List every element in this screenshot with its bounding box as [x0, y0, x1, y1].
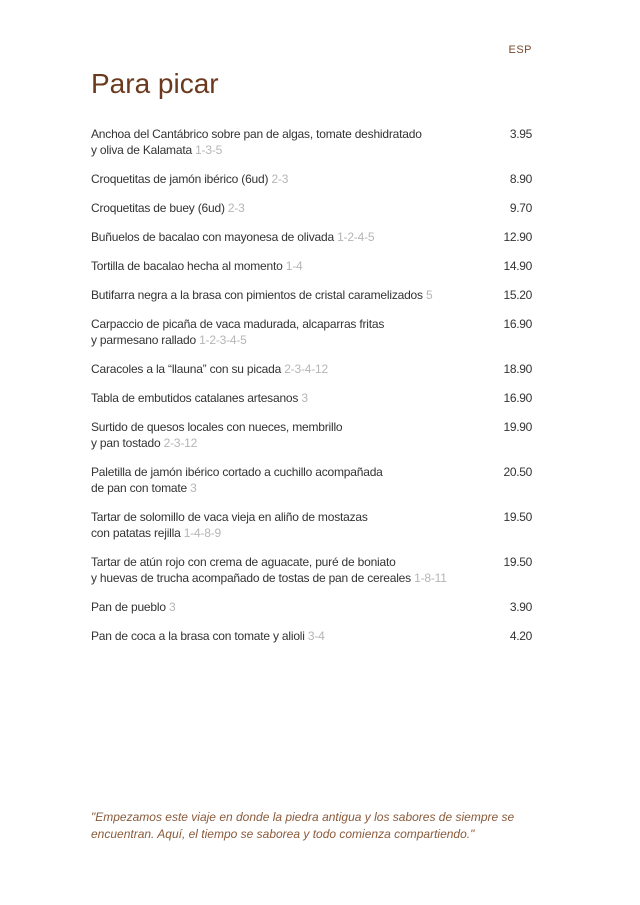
menu-item — [91, 126, 532, 158]
allergen-codes: 1-3-5 — [195, 143, 223, 157]
menu-item — [91, 258, 532, 274]
allergen-codes: 2-3 — [227, 201, 245, 215]
menu-item-price: 16.90 — [503, 317, 532, 331]
menu-item-price: 19.50 — [503, 510, 532, 524]
allergen-codes: 1-8-11 — [414, 571, 447, 585]
menu-item-text-line: Tartar de atún rojo con crema de aguacate, puré de boniato — [91, 555, 396, 569]
menu-item-text-line: Tartar de solomillo de vaca vieja en aliño de mostazas — [91, 510, 368, 524]
menu-item-price: 8.90 — [509, 172, 532, 186]
menu-item — [91, 419, 532, 451]
menu-item-text-line: Carpaccio de picaña de vaca madurada, alcaparras fritas — [91, 317, 385, 331]
menu-item — [91, 316, 532, 348]
allergen-codes: 3 — [168, 600, 176, 614]
language-label[interactable]: ESP — [508, 44, 532, 56]
menu-item-text-line: Surtido de quesos locales con nueces, membrillo — [91, 420, 343, 434]
menu-item-price: 9.70 — [509, 201, 532, 215]
menu-item-description — [91, 287, 481, 303]
menu-item-description — [91, 464, 481, 496]
allergen-codes: 1-4-8-9 — [183, 526, 222, 540]
allergen-codes: 3-4 — [307, 629, 325, 643]
menu-item-text-line: Caracoles a la “llauna” con su picada 2-3-4-12 — [91, 362, 328, 376]
menu-item — [91, 361, 532, 377]
menu-item-description — [91, 390, 481, 406]
menu-item — [91, 464, 532, 496]
menu-item-price: 20.50 — [503, 465, 532, 479]
menu-item-price: 15.20 — [503, 288, 532, 302]
menu-item-price: 18.90 — [503, 362, 532, 376]
allergen-codes: 1-2-4-5 — [337, 230, 375, 244]
menu-item-price: 4.20 — [509, 629, 532, 643]
menu-item-text-line: Tabla de embutidos catalanes artesanos 3 — [91, 391, 308, 405]
allergen-codes: 3 — [190, 481, 197, 495]
menu-item-text-line: Pan de pueblo 3 — [91, 600, 176, 614]
menu-item — [91, 509, 532, 541]
allergen-codes: 2-3-12 — [163, 436, 198, 450]
menu-item-text-line: con patatas rejilla 1-4-8-9 — [91, 526, 222, 540]
menu-item-text-line: y pan tostado 2-3-12 — [91, 436, 198, 450]
menu-item-description — [91, 554, 481, 586]
menu-item — [91, 229, 532, 245]
menu-item-price: 14.90 — [503, 259, 532, 273]
menu-item-price: 16.90 — [503, 391, 532, 405]
menu-item-price: 19.50 — [503, 555, 532, 569]
menu-item-text-line: y huevas de trucha acompañado de tostas de pan de cereales 1-8-11 — [91, 571, 447, 585]
menu-item-description — [91, 229, 481, 245]
menu-item-text-line: Tortilla de bacalao hecha al momento 1-4 — [91, 259, 303, 273]
menu-item-description — [91, 200, 481, 216]
allergen-codes: 2-3 — [271, 172, 289, 186]
page-title: Para picar — [91, 68, 219, 99]
allergen-codes: 5 — [425, 288, 433, 302]
allergen-codes: 3 — [301, 391, 308, 405]
allergen-codes: 1-4 — [285, 259, 303, 273]
menu-item-price: 3.90 — [509, 600, 532, 614]
menu-item-description — [91, 599, 481, 615]
menu-item-price: 12.90 — [503, 230, 532, 244]
menu-item — [91, 200, 532, 216]
menu-item-description — [91, 419, 481, 451]
menu-item-text-line: Anchoa del Cantábrico sobre pan de algas, tomate deshidratado — [91, 127, 422, 141]
menu-item-description — [91, 258, 481, 274]
menu-item — [91, 171, 532, 187]
menu-item-text-line: de pan con tomate 3 — [91, 481, 197, 495]
menu-item-text-line: Butifarra negra a la brasa con pimientos de cristal caramelizados 5 — [91, 288, 433, 302]
menu-item-description — [91, 316, 481, 348]
menu-item-description — [91, 126, 481, 158]
menu-item — [91, 628, 532, 644]
menu-item-description — [91, 509, 481, 541]
menu-item-description — [91, 361, 481, 377]
menu-item-text-line: y parmesano rallado 1-2-3-4-5 — [91, 333, 247, 347]
menu-item-text-line: Pan de coca a la brasa con tomate y alioli 3-4 — [91, 629, 325, 643]
menu-item-text-line: y oliva de Kalamata 1-3-5 — [91, 143, 223, 157]
menu-item-price: 19.90 — [503, 420, 532, 434]
allergen-codes: 1-2-3-4-5 — [199, 333, 247, 347]
menu-item-text-line: Croquetitas de buey (6ud) 2-3 — [91, 201, 245, 215]
menu-item — [91, 390, 532, 406]
menu-list — [91, 126, 532, 657]
menu-item — [91, 599, 532, 615]
menu-item-text-line: Buñuelos de bacalao con mayonesa de olivada 1-2-4-5 — [91, 230, 375, 244]
menu-item-text-line: Paletilla de jamón ibérico cortado a cuchillo acompañada — [91, 465, 383, 479]
menu-item — [91, 554, 532, 586]
menu-item-description — [91, 171, 481, 187]
menu-item-description — [91, 628, 481, 644]
menu-item — [91, 287, 532, 303]
menu-item-price: 3.95 — [509, 127, 532, 141]
allergen-codes: 2-3-4-12 — [284, 362, 328, 376]
menu-item-text-line: Croquetitas de jamón ibérico (6ud) 2-3 — [91, 172, 289, 186]
footer-quote: "Empezamos este viaje en donde la piedra antigua y los sabores de siempre se encuentran. Aquí, el tiempo se saborea y todo comienza compartiendo." — [91, 810, 515, 841]
